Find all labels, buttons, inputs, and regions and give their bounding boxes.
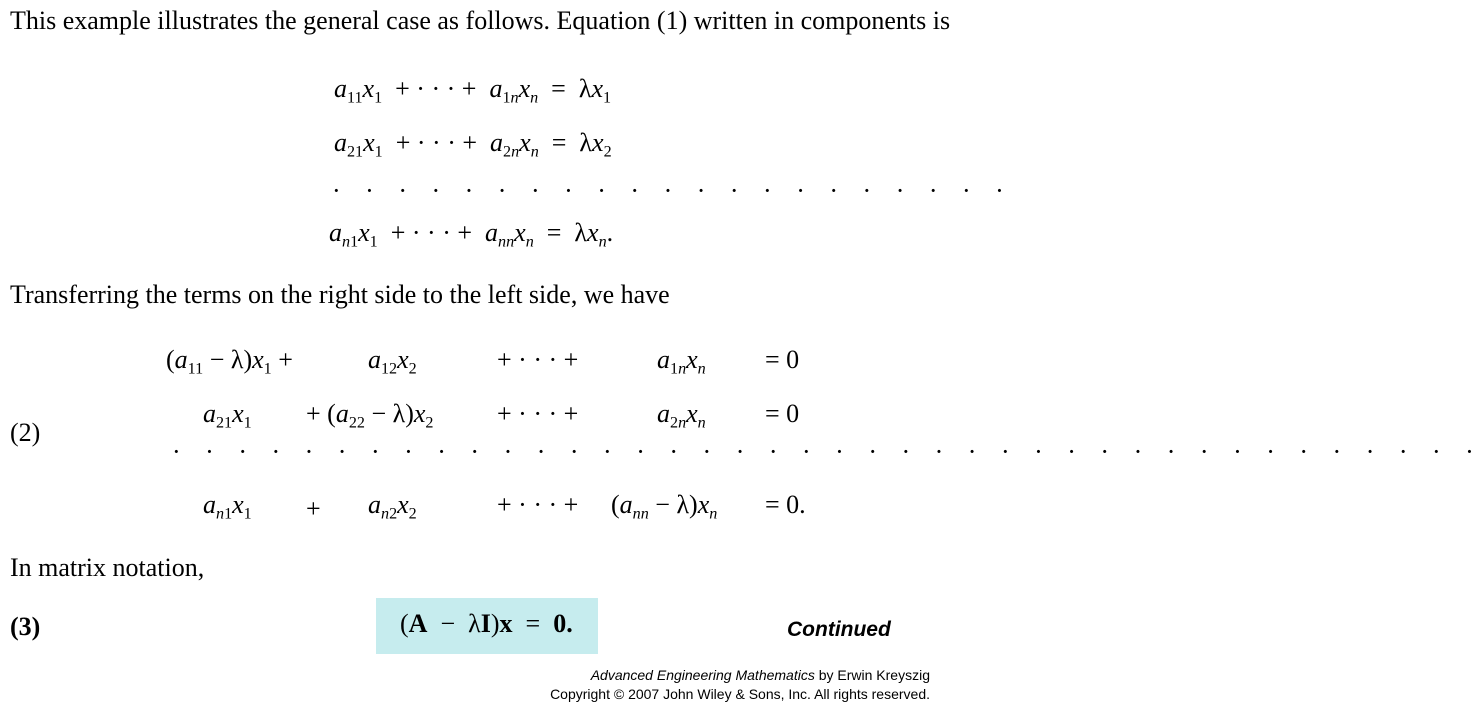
system2-row3-plus: + [306, 494, 321, 523]
continued-label: Continued [787, 618, 891, 641]
eq3-vector-x: x [499, 609, 513, 638]
system2-row2-c4: $a_{2n}x_n$ [657, 399, 706, 432]
system2-row3-rhs: = 0. [765, 490, 806, 519]
system2-row3-zero: 0. [786, 490, 806, 519]
system1-row2-rhs-sub: 2 [603, 143, 612, 161]
system2-row2-c1: $a_{21}x_1$ [203, 399, 252, 432]
system2-row1-rhs: = 0 [765, 345, 800, 374]
system1-row3-rhs-sub: n [598, 233, 607, 251]
system2-row3-c3: + · · · + [497, 490, 579, 519]
eq3-formula: (A − λI)x = 0. [400, 609, 573, 638]
footer-copyright: Copyright © 2007 John Wiley & Sons, Inc. All rights reserved. [550, 686, 930, 702]
system2-row1-zero: 0 [786, 345, 800, 374]
system2-row2-rhs: = 0 [765, 399, 800, 428]
footer [550, 666, 930, 704]
matrix-text: In matrix notation, [10, 553, 205, 582]
footer-author: by Erwin Kreyszig [814, 667, 930, 683]
system1-row1-rhs-sub: 1 [603, 89, 612, 107]
system1-row2: $a_{21}x_1$ + · · · + $a_{2n}x_n = \lambda x_2$ [334, 128, 612, 161]
footer-book-line [550, 666, 930, 685]
eq3-highlight-box [376, 598, 598, 654]
transfer-text: Transferring the terms on the right side to the left side, we have [10, 280, 670, 309]
footer-book-title: Advanced Engineering Mathematics [590, 667, 815, 683]
eq3-matrix-a: A [408, 609, 428, 638]
eq3-zero: 0. [553, 609, 573, 638]
intro-text: This example illustrates the general case as follows. Equation (1) written in components is [10, 6, 951, 35]
system2-row1-c4: $a_{1n}x_n$ [657, 345, 706, 378]
eq3-identity: I [480, 609, 491, 638]
system1-row3: $a_{n1}x_1$ + · · · + $a_{nn}x_n = \lambda x_n$. [329, 218, 614, 251]
eq2-label: (2) [10, 418, 41, 447]
system2-row3-c2: $a_{n2}x_2$ [368, 490, 417, 523]
system2-row1-c2: $a_{12}x_2$ [368, 345, 417, 378]
system2-row3-c1: $a_{n1}x_1$ [203, 490, 252, 523]
system2-row3-c4: $(a_{nn} - \lambda)x_n$ [611, 490, 718, 523]
eq3-label: (3) [10, 612, 41, 641]
system2-row1-c1: $(a_{11} - \lambda)x_1$ + [166, 345, 293, 378]
system2-row2-zero: 0 [786, 399, 800, 428]
system2-row2-c2: + $(a_{22} - \lambda)x_2$ [306, 399, 434, 432]
system1-row3-tail: . [606, 218, 614, 247]
system1-row1: $a_{11}x_1$ + · · · + $a_{1n}x_n = \lambda x_1$ [334, 74, 612, 107]
system2-dots: · · · · · · · · · · · · · · · · · · · · · · · · · · · · · · · · · · · · · · · · [172, 437, 1483, 466]
system2-row1-c3: + · · · + [497, 345, 579, 374]
system1-dots: · · · · · · · · · · · · · · · · · · · · · [332, 176, 1013, 205]
system2-row2-c3: + · · · + [497, 399, 579, 428]
